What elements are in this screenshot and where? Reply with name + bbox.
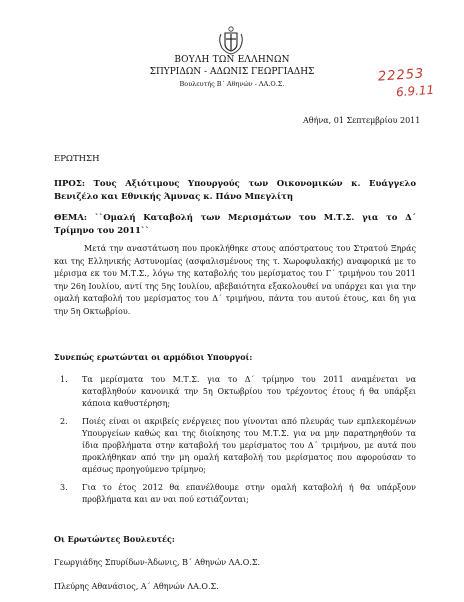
list-item-number: 1. (60, 375, 68, 384)
mp-name: ΣΠΥΡΙΔΩΝ - ΑΔΩΝΙΣ ΓΕΩΡΓΙΑΔΗΣ (149, 67, 315, 77)
question-label: ΕΡΩΤΗΣΗ (54, 154, 100, 164)
subject-line: ΘΕΜΑ: ``Ομαλή Καταβολή των Μερισμάτων του Μ.Τ.Σ. για το Δ΄ Τρίμηνο του 2011`` (54, 213, 416, 236)
mp-subtitle: Βουλευτής Β΄ Αθηνών - ΛΑ.Ο.Σ. (179, 80, 285, 88)
signatories-label: Οι Ερωτώντες Βουλευτές: (54, 534, 175, 544)
list-item (54, 374, 416, 410)
ministers-prompt: Συνεπώς ερωτώνται οι αρμόδιοι Υπουργοί: (54, 352, 253, 362)
signatory-2: Πλεύρης Αθανάσιος, Α΄ Αθηνών ΛΑ.Ο.Σ. (54, 582, 219, 591)
list-item (54, 482, 416, 506)
body-paragraph: Μετά την αναστάτωση που προκλήθηκε στους απόστρατους του Στρατού Ξηράς και της Ελληνικής Αστυνομίας (ασφαλισμένους της τ. Χωροφυλακής) αναφορικά με το μέρισμα εκ του Μ.Τ.Σ., λόγω της καταβολής του μερίσματος του Γ΄ τριμήνου του 2011 την 26η Ιουλίου, αντί της 5ης Ιουλίου, αβεβαιότητα εξακολουθεί να υπάρχει και για την ομαλή καταβολή του μερίσματος του Δ΄ τριμήνου, πάντα του αυτού έτους, και δη για την 5η Οκτωβρίου. (54, 244, 416, 316)
document-date: Αθήνα, 01 Σεπτεμβρίου 2011 (303, 116, 421, 125)
questions-list (54, 374, 416, 512)
parliament-heading: ΒΟΥΛΗ ΤΩΝ ΕΛΛΗΝΩΝ (174, 55, 290, 65)
protocol-stamp-date: 6.9.11 (395, 82, 435, 100)
recipients-line: ΠΡΟΣ: Τους Αξιότιμους Υπουργούς των Οικονομικών κ. Ευάγγελο Βενιζέλο και Εθνικής Άμυνας κ. Πάνο Μπεγλίτη (54, 179, 416, 202)
list-item-text: Για το έτος 2012 θα επανέλθουμε στην ομαλή καταβολή ή θα υπάρξουν προβλήματα και αν ναι πού εστιάζονται; (82, 483, 416, 504)
list-item-number: 2. (60, 417, 68, 426)
signatory-1: Γεωργιάδης Σπυρίδων-Άδωνις, Β΄ Αθηνών ΛΑ.Ο.Σ. (54, 558, 261, 567)
list-item-text: Τα μερίσματα του Μ.Τ.Σ. για το Δ΄ τρίμηνο του 2011 αναμένεται να καταβληθούν κανονικά την 5η Οκτωβρίου του τρέχοντος έτους ή θα υπάρξει κάποια καθυστέρηση; (82, 375, 416, 408)
list-item-text: Ποιές είναι οι ακριβείς ενέργειες που γίνονται από πλευράς των εμπλεκομένων Υπουργείων καθώς και της διοίκησης του Μ.Τ.Σ. για να μην παρατηρηθούν τα ίδια προβλήματα στην καταβολή του μερίσματος του Δ΄ τριμήνου, με αυτά που προκλήθηκαν από την μη ομαλή καταβολή του μερίσματος που αφορούσαν το αμέσως προηγούμενο τρίμηνο; (82, 417, 416, 474)
list-item-number: 3. (60, 483, 68, 492)
greek-coat-of-arms-icon (216, 24, 246, 56)
list-item (54, 416, 416, 476)
protocol-stamp-number: 22253 (377, 66, 425, 85)
